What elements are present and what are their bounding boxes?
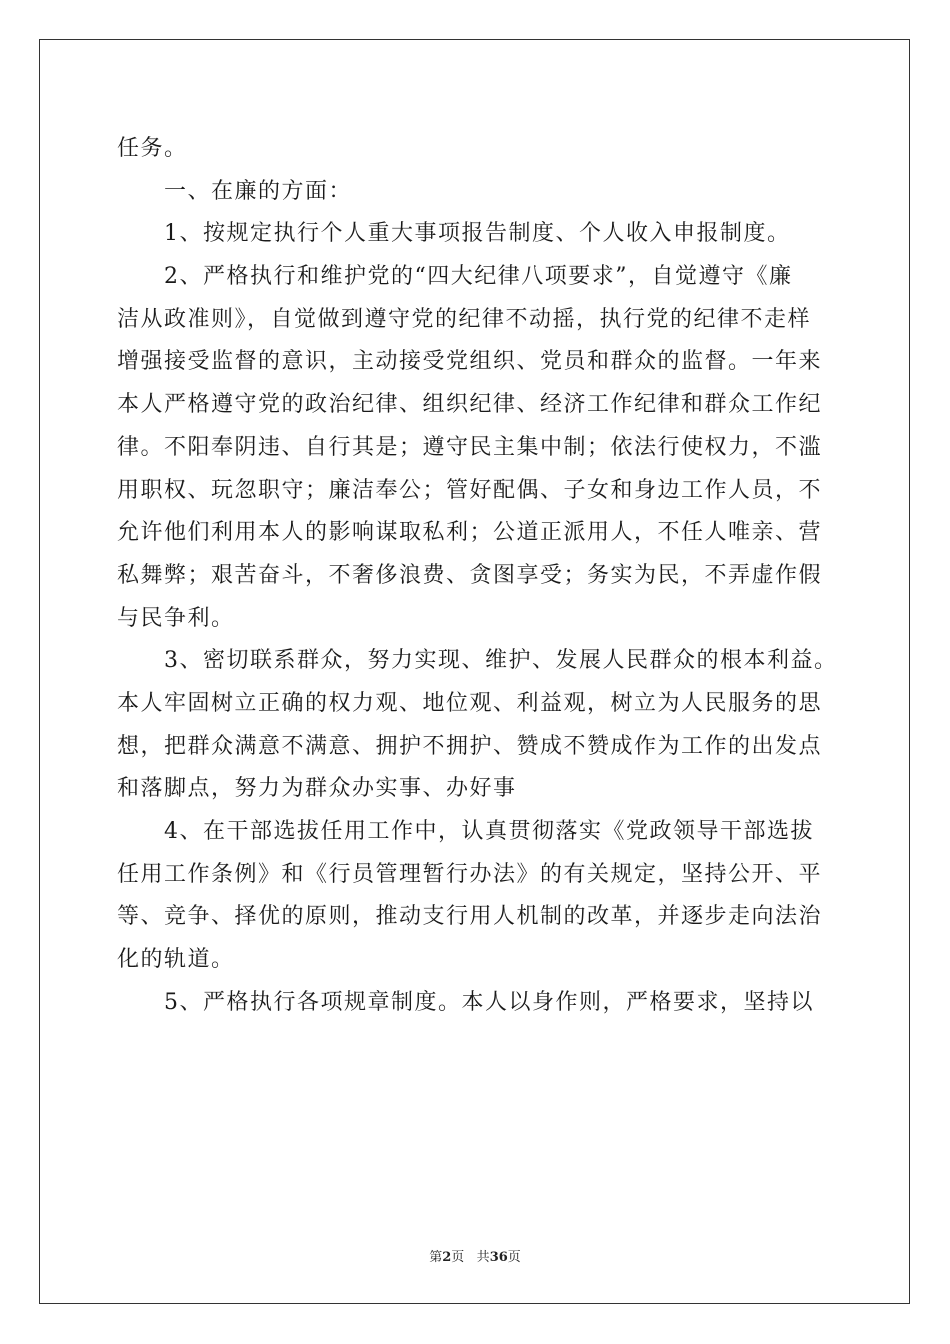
text-line: 任用工作条例》和《行员管理暂行办法》的有关规定，坚持公开、平 — [117, 861, 823, 887]
text-line: 私舞弊；艰苦奋斗，不奢侈浪费、贪图享受；务实为民，不弄虚作假 — [117, 562, 823, 588]
text-line: 等、竞争、择优的原则，推动支行用人机制的改革，并逐步走向法治 — [117, 904, 823, 930]
text-line: 任务。 — [117, 136, 188, 161]
footer-total-prefix: 共 — [476, 1250, 490, 1265]
footer-prefix: 第 — [429, 1250, 443, 1265]
text-line: 5、严格执行各项规章制度。本人以身作则，严格要求，坚持以 — [117, 989, 814, 1015]
text-line: 3、密切联系群众，努力实现、维护、发展人民群众的根本利益。 — [117, 648, 838, 674]
footer-page-number: 2 — [442, 1250, 452, 1265]
text-line: 本人严格遵守党的政治纪律、组织纪律、经济工作纪律和群众工作纪 — [117, 392, 823, 418]
text-line: 一、在廉的方面： — [117, 178, 353, 204]
footer-total-unit: 页 — [507, 1250, 521, 1265]
text-line: 增强接受监督的意识，主动接受党组织、党员和群众的监督。一年来 — [117, 349, 823, 375]
text-line: 化的轨道。 — [117, 947, 235, 973]
document-body — [117, 128, 837, 1024]
text-line: 律。不阳奉阴违、自行其是；遵守民主集中制；依法行使权力，不滥 — [117, 434, 823, 460]
footer-total-pages: 36 — [489, 1250, 508, 1265]
text-line: 用职权、玩忽职守；廉洁奉公；管好配偶、子女和身边工作人员，不 — [117, 477, 823, 503]
text-line: 允许他们利用本人的影响谋取私利；公道正派用人，不任人唯亲、营 — [117, 520, 823, 546]
text-line: 洁从政准则》，自觉做到遵守党的纪律不动摇，执行党的纪律不走样 — [117, 306, 812, 332]
footer-page-unit: 页 — [451, 1250, 465, 1265]
text-line: 与民争利。 — [117, 605, 235, 631]
text-line: 1、按规定执行个人重大事项报告制度、个人收入申报制度。 — [117, 221, 791, 247]
text-line: 和落脚点，努力为群众办实事、办好事 — [117, 776, 517, 802]
page-footer — [0, 1246, 950, 1265]
text-line: 本人牢固树立正确的权力观、地位观、利益观，树立为人民服务的思 — [117, 690, 823, 716]
text-line: 2、严格执行和维护党的“四大纪律八项要求”，自觉遵守《廉 — [117, 264, 793, 290]
text-line: 4、在干部选拔任用工作中，认真贯彻落实《党政领导干部选拔 — [117, 819, 814, 844]
text-line: 想，把群众满意不满意、拥护不拥护、赞成不赞成作为工作的出发点 — [117, 733, 823, 759]
